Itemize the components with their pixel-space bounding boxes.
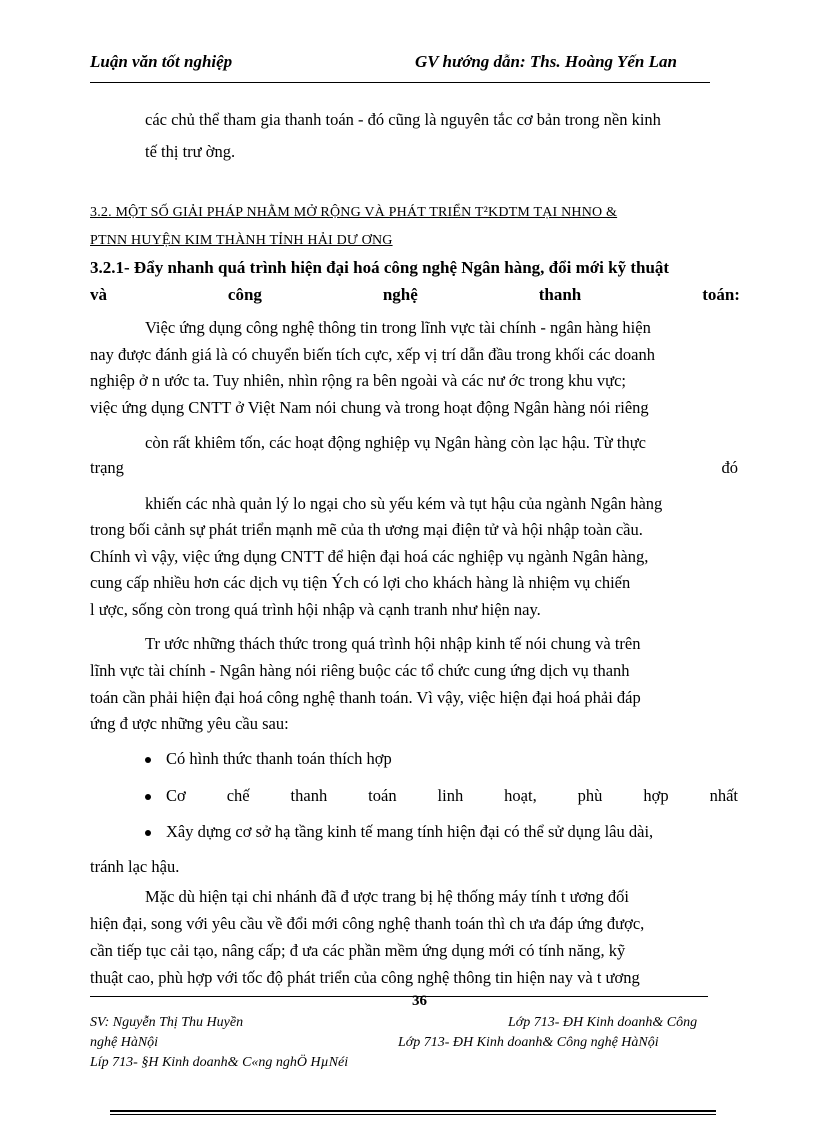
para1-line-4: việc ứng dụng CNTT ở Việt Nam nói chung và trong hoạt động Ngân hàng nói riêng [90, 398, 649, 417]
intro-line-1: các chủ thể tham gia thanh toán - đó cũng là nguyên tắc cơ bản trong nền kinh [145, 110, 661, 129]
subsection-heading-line-2: và công nghệ thanh toán: [90, 285, 740, 304]
bottom-rule-thick [110, 1110, 716, 1112]
para3-line-2: lĩnh vực tài chính - Ngân hàng nói riêng buộc các tổ chức cung ứng dịch vụ thanh [90, 661, 630, 680]
bullet-item-1: Có hình thức thanh toán thích hợp [166, 749, 392, 768]
footer-divider [90, 996, 708, 997]
para2-line-3: Chính vì vậy, việc ứng dụng CNTT để hiện đại hoá các nghiệp vụ ngành Ngân hàng, [90, 547, 649, 566]
para2-line-5: l ược, sống còn trong quá trình hội nhập và cạnh tranh như hiện nay. [90, 600, 541, 619]
para1-line-2: nay được đánh giá là có chuyển biến tích cực, xếp vị trí dẫn đầu trong khối các doanh [90, 345, 655, 364]
para1-line-6: trạng đó [90, 458, 738, 477]
bullet-dot-3 [145, 830, 151, 836]
para4-line-3: cần tiếp tục cải tạo, nâng cấp; đ ưa các phần mềm ứng dụng mới có tính năng, kỹ [90, 941, 626, 960]
footer-class-1: Lớp 713- ĐH Kinh doanh& Công [508, 1015, 698, 1030]
para2-line-2: trong bối cảnh sự phát triển mạnh mẽ của th ương mại điện tử và hội nhập toàn cầu. [90, 520, 643, 539]
bullet-item-3: Xây dựng cơ sở hạ tầng kinh tế mang tính hiện đại có thể sử dụng lâu dài, [166, 822, 654, 841]
header-divider [90, 82, 710, 83]
para4-line-1: Mặc dù hiện tại chi nhánh đã đ ược trang bị hệ thống máy tính t ương đối [145, 887, 629, 906]
para4-line-2: hiện đại, song với yêu cầu về đổi mới công nghệ thanh toán thì ch ưa đáp ứng được, [90, 914, 645, 933]
section-heading-line-1: 3.2. MỘT SỐ GIẢI PHÁP NHẰM MỞ RỘNG VÀ PHÁT TRIỂN T²KDTM TẠI NHNO & [90, 205, 618, 220]
para1-line-1: Việc ứng dụng công nghệ thông tin trong lĩnh vực tài chính - ngân hàng hiện [145, 318, 651, 337]
header-right: GV hướng dẫn: Ths. Hoàng Yến Lan [415, 52, 677, 71]
bullet-item-3-cont: tránh lạc hậu. [90, 857, 180, 876]
page-number: 36 [412, 993, 427, 1009]
para3-line-1: Tr ước những thách thức trong quá trình hội nhập kinh tế nói chung và trên [145, 634, 641, 653]
footer-student: SV: Nguyễn Thị Thu Huyền [90, 1015, 244, 1030]
para1-line-5: còn rất khiêm tốn, các hoạt động nghiệp vụ Ngân hàng còn lạc hậu. Từ thực [145, 433, 646, 452]
para1-line-3: nghiệp ở n ước ta. Tuy nhiên, nhìn rộng ra bên ngoài và các nư ớc trong khu vực; [90, 371, 626, 390]
footer-class-garbled: Líp 713- §H Kinh doanh& C«ng nghÖ HµNéi [90, 1055, 349, 1070]
para2-line-1: khiến các nhà quản lý lo ngại cho sù yếu kém và tụt hậu của ngành Ngân hàng [145, 494, 663, 513]
para3-line-3: toán cần phải hiện đại hoá công nghệ thanh toán. Vì vậy, việc hiện đại hoá phải đáp [90, 688, 641, 707]
header-left: Luận văn tốt nghiệp [90, 52, 233, 71]
bottom-rule-thin [110, 1114, 716, 1115]
bullet-dot-1 [145, 757, 151, 763]
bullet-item-2: Cơ chế thanh toán linh hoạt, phù hợp nhất [166, 786, 738, 805]
footer-city: nghệ HàNội [90, 1035, 159, 1050]
section-heading-line-2: PTNN HUYỆN KIM THÀNH TỈNH HẢI DƯ ƠNG [90, 233, 393, 248]
para4-line-4: thuật cao, phù hợp với tốc độ phát triển của công nghệ thông tin hiện nay và t ương [90, 968, 640, 987]
para2-line-4: cung cấp nhiều hơn các dịch vụ tiện Ých có lợi cho khách hàng là nhiệm vụ chiến [90, 573, 631, 592]
subsection-heading-line-1: 3.2.1- Đẩy nhanh quá trình hiện đại hoá công nghệ Ngân hàng, đổi mới kỹ thuật [90, 258, 670, 277]
footer-class-2: Lớp 713- ĐH Kinh doanh& Công nghệ HàNội [398, 1035, 659, 1050]
bullet-dot-2 [145, 794, 151, 800]
intro-line-2: tế thị trư ờng. [145, 142, 236, 161]
para3-line-4: ứng đ ược những yêu cầu sau: [90, 714, 289, 733]
